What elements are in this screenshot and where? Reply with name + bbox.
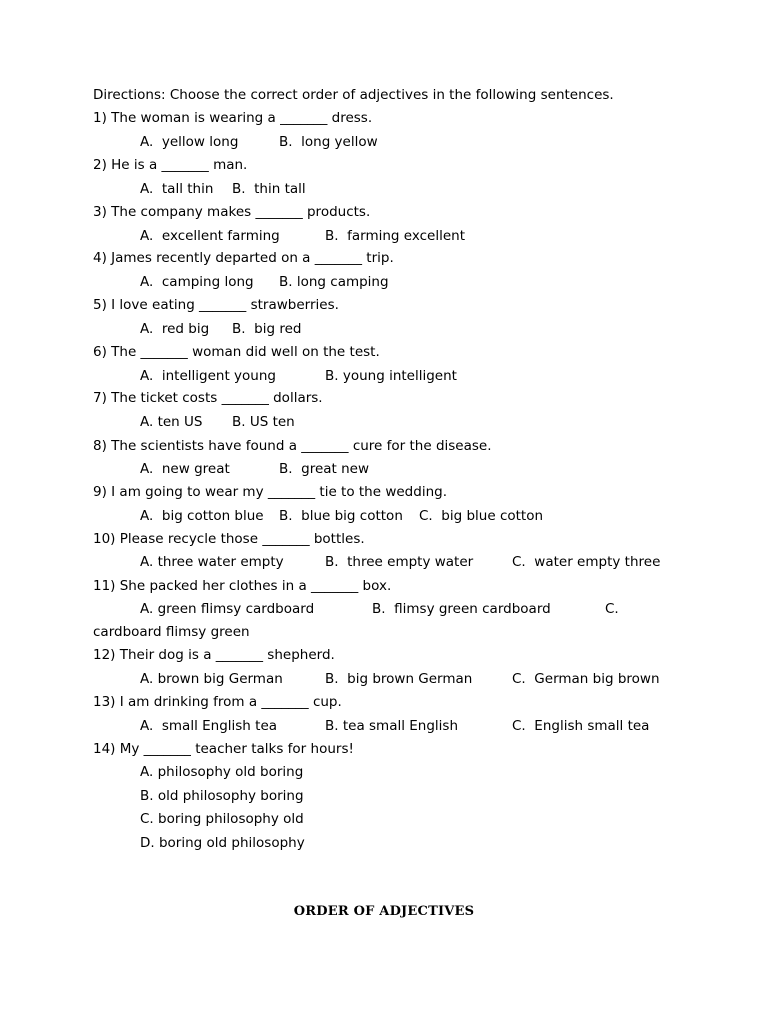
q13-option-a: A. small English tea	[140, 718, 278, 734]
q11-option-b: B. flimsy green cardboard	[372, 601, 551, 617]
question-2: 2) He is a _______ man.	[93, 157, 248, 173]
q14-option-a: A. philosophy old boring	[140, 764, 304, 780]
q8-option-b: B. great new	[279, 461, 370, 477]
q14-option-d: D. boring old philosophy	[140, 835, 305, 851]
q7-option-a: A. ten US	[140, 414, 203, 430]
q12-option-b: B. big brown German	[325, 671, 473, 687]
q9-option-a: A. big cotton blue	[140, 508, 264, 524]
question-14: 14) My _______ teacher talks for hours!	[93, 741, 354, 757]
question-13: 13) I am drinking from a _______ cup.	[93, 694, 342, 710]
q13-option-c: C. English small tea	[512, 718, 650, 734]
q11-option-c-letter: C.	[605, 601, 619, 617]
q5-option-a: A. red big	[140, 321, 210, 337]
q6-option-a: A. intelligent young	[140, 368, 276, 384]
q14-option-b: B. old philosophy boring	[140, 788, 304, 804]
question-6: 6) The _______ woman did well on the test.	[93, 344, 380, 360]
q9-option-b: B. blue big cotton	[279, 508, 403, 524]
q2-option-b: B. thin tall	[232, 181, 306, 197]
q13-option-b: B. tea small English	[325, 718, 459, 734]
q14-option-c: C. boring philosophy old	[140, 811, 304, 827]
q1-option-a: A. yellow long	[140, 134, 239, 150]
q7-option-b: B. US ten	[232, 414, 295, 430]
question-7: 7) The ticket costs _______ dollars.	[93, 390, 323, 406]
q8-option-a: A. new great	[140, 461, 230, 477]
question-5: 5) I love eating _______ strawberries.	[93, 297, 339, 313]
q12-option-a: A. brown big German	[140, 671, 283, 687]
q2-option-a: A. tall thin	[140, 181, 214, 197]
q10-option-a: A. three water empty	[140, 554, 284, 570]
q4-option-b: B. long camping	[279, 274, 389, 290]
q3-option-b: B. farming excellent	[325, 228, 465, 244]
question-8: 8) The scientists have found a _______ cure for the disease.	[93, 438, 492, 454]
q11-option-a: A. green flimsy cardboard	[140, 601, 315, 617]
question-10: 10) Please recycle those _______ bottles.	[93, 531, 365, 547]
q5-option-b: B. big red	[232, 321, 302, 337]
question-9: 9) I am going to wear my _______ tie to the wedding.	[93, 484, 447, 500]
question-4: 4) James recently departed on a _______ trip.	[93, 250, 394, 266]
q9-option-c: C. big blue cotton	[419, 508, 544, 524]
q10-option-b: B. three empty water	[325, 554, 474, 570]
question-3: 3) The company makes _______ products.	[93, 204, 371, 220]
q6-option-b: B. young intelligent	[325, 368, 457, 384]
question-12: 12) Their dog is a _______ shepherd.	[93, 647, 335, 663]
question-1: 1) The woman is wearing a _______ dress.	[93, 110, 373, 126]
q12-option-c: C. German big brown	[512, 671, 660, 687]
q1-option-b: B. long yellow	[279, 134, 378, 150]
q11-option-c-text: cardboard flimsy green	[93, 624, 250, 640]
q10-option-c: C. water empty three	[512, 554, 661, 570]
q3-option-a: A. excellent farming	[140, 228, 280, 244]
question-11: 11) She packed her clothes in a _______ box.	[93, 578, 392, 594]
directions-text: Directions: Choose the correct order of adjectives in the following sentences.	[93, 87, 614, 103]
footer-title: ORDER OF ADJECTIVES	[293, 904, 475, 919]
q4-option-a: A. camping long	[140, 274, 254, 290]
